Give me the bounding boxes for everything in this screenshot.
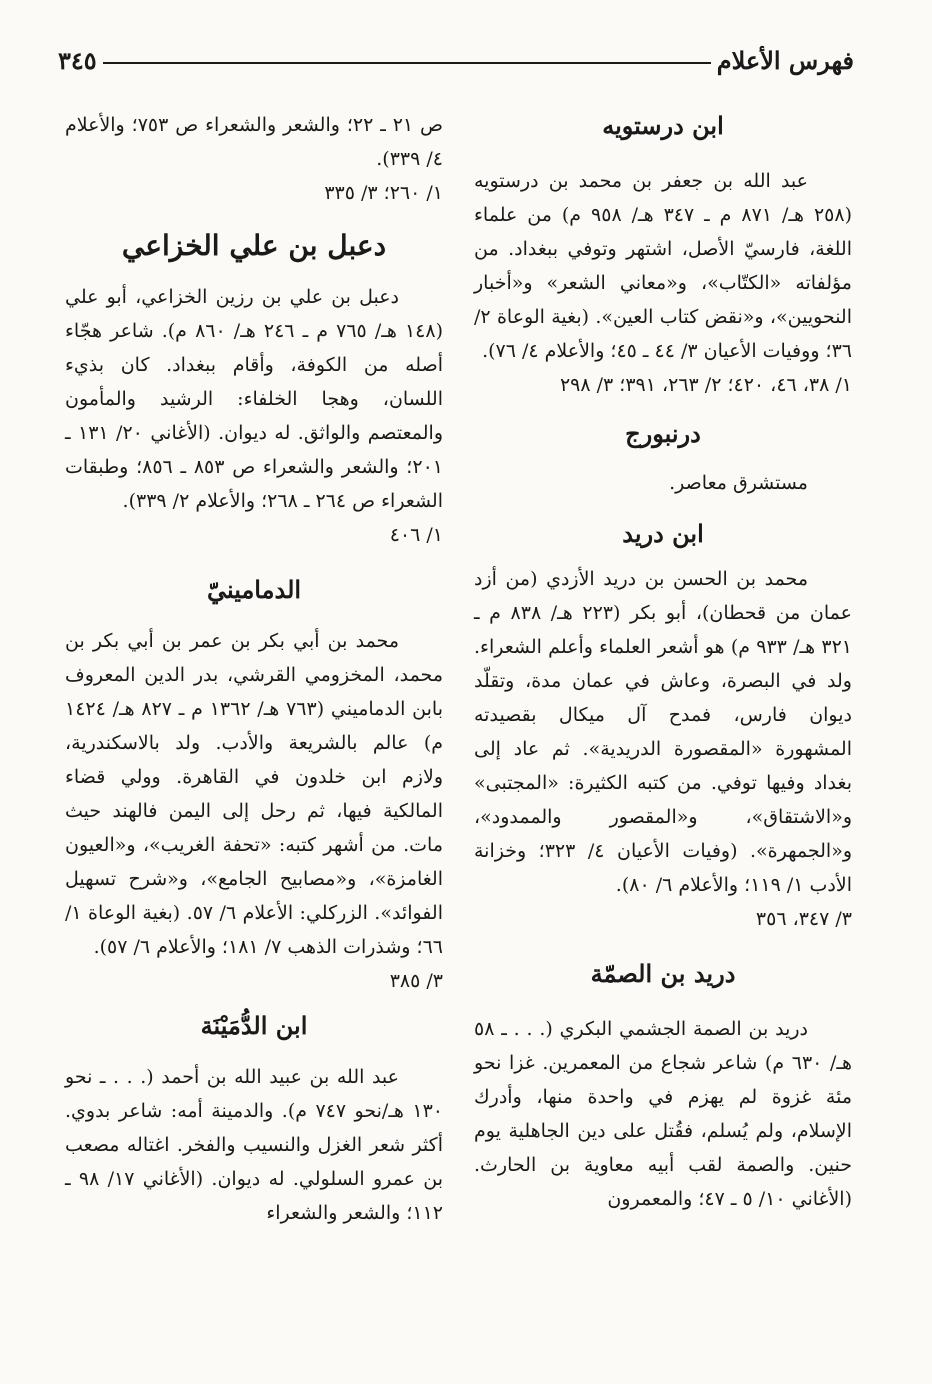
entry-body: محمد بن أبي بكر بن عمر بن أبي بكر بن محمد، المخزومي القرشي، بدر الدين المعروف بابن الدماميني (٧٦٣ هـ/ ١٣٦٢ م ـ ٨٢٧ هـ/ ١٤٢٤ م) عالم بالشريعة والأدب. ولد بالاسكندرية، ولازم ابن خلدون في القاهرة. وولي قضاء المالكية فيها، ثم رحل إلى اليمن فالهند حيث مات. من أشهر كتبه: «تحفة الغريب»، و«العيون الغامزة»، و«مصابيح الجامع»، و«شرح تسهيل الفوائد». الزركلي: الأعلام ٦/ ٥٧. (بغية الوعاة ١/ ٦٦؛ وشذرات الذهب ٧/ ١٨١؛ والأعلام ٦/ ٥٧). — [65, 630, 444, 958]
entry-heading: دريد بن الصمّة — [590, 959, 736, 988]
header-rule — [103, 62, 711, 64]
entry-continuation — [65, 108, 443, 210]
right-column — [474, 108, 852, 1216]
entry-references: ٣/ ٣٨٥ — [389, 970, 443, 992]
entry-body: دريد بن الصمة الجشمي البكري (. . . ـ ٥٨ هـ/ ٦٣٠ م) شاعر شجاع من المعمرين. غزا نحو مئة غزوة لم يهزم في واحدة منها، وأدرك الإسلام، ولم يُسلم، فقُتل على دين الجاهلية يوم حنين. والصمة لقب أبيه معاوية بن الحارث. (الأغاني ١٠/ ٥ ـ ٤٧؛ والمعمرون — [474, 1018, 852, 1210]
entry-body: محمد بن الحسن بن دريد الأزدي (من أزد عمان من قحطان)، أبو بكر (٢٢٣ هـ/ ٨٣٨ م ـ ٣٢١ هـ/ ٩٣٣ م) هو أشعر العلماء وأعلم الشعراء. ولد في البصرة، وعاش في عمان مدة، وتقلّد ديوان فارس، فمدح آل ميكال بقصيدته المشهورة «المقصورة الدريدية». ثم عاد إلى بغداد وفيها توفي. من كتبه الكثيرة: «المجتبى» و«الاشتقاق»، و«المقصور والممدود»، و«الجمهرة». (وفيات الأعيان ٤/ ٣٢٣؛ وخزانة الأدب ١/ ١١٩؛ والأعلام ٦/ ٨٠). — [474, 568, 852, 896]
entry-body: عبد الله بن جعفر بن محمد بن درستويه (٢٥٨ هـ/ ٨٧١ م ـ ٣٤٧ هـ/ ٩٥٨ م) من علماء اللغة، فارسيّ الأصل، اشتهر وتوفي ببغداد. من مؤلفاته «الكتّاب»، و«معاني الشعر» و«أخبار النحويين»، و«نقض كتاب العين». (بغية الوعاة ٢/ ٣٦؛ ووفيات الأعيان ٣/ ٤٤ ـ ٤٥؛ والأعلام ٤/ ٧٦). — [474, 170, 852, 362]
entry-body: ص ٢١ ـ ٢٢؛ والشعر والشعراء ص ٧٥٣؛ والأعلام ٤/ ٣٣٩). — [65, 114, 443, 170]
entry-damamini — [65, 572, 443, 998]
entry-references: ١/ ٣٨، ٤٦، ٤٢٠؛ ٢/ ٢٦٣، ٣٩١؛ ٣/ ٢٩٨ — [559, 374, 852, 396]
running-title: فهرس الأعلام — [716, 45, 854, 75]
page-number: ٣٤٥ — [58, 45, 97, 75]
entry-heading: ابن درستويه — [602, 111, 724, 140]
entry-dibil — [65, 228, 443, 552]
entry-durayd-ibn-alsimma — [474, 956, 852, 1216]
entry-body: عبد الله بن عبيد الله بن أحمد (. . . ـ نحو ١٣٠ هـ/نحو ٧٤٧ م). والدمينة أمه: شاعر بدوي. أكثر شعر الغزل والنسيب والفخر. اغتاله مصعب بن عمرو السلولي. له ديوان. (الأغاني ١٧/ ٩٨ ـ ١١٢؛ والشعر والشعراء — [65, 1066, 443, 1224]
entry-durnburg — [474, 416, 852, 500]
entry-references: ١/ ٢٦٠؛ ٣/ ٣٣٥ — [324, 182, 443, 204]
entry-ibn-aldumayna — [65, 1008, 443, 1230]
left-column — [65, 108, 443, 1230]
entry-ibn-durayd — [474, 516, 852, 936]
entry-body: دعبل بن علي بن رزين الخزاعي، أبو علي (١٤٨ هـ/ ٧٦٥ م ـ ٢٤٦ هـ/ ٨٦٠ م). شاعر هجّاء أصله من الكوفة، وأقام ببغداد. كان بذيء اللسان، وهجا الخلفاء: الرشيد والمأمون والمعتصم والواثق. له ديوان. (الأغاني ٢٠/ ١٣١ ـ ٢٠١؛ والشعر والشعراء ص ٨٥٣ ـ ٨٥٦؛ وطبقات الشعراء ص ٢٦٤ ـ ٢٦٨؛ والأعلام ٢/ ٣٣٩). — [65, 286, 443, 512]
entry-heading: ابن دريد — [622, 519, 704, 548]
entry-body: مستشرق معاصر. — [669, 472, 808, 494]
entry-heading: درنبورج — [625, 419, 701, 448]
entry-references: ١/ ٤٠٦ — [389, 524, 443, 546]
entry-heading: الدمامينيّ — [206, 575, 302, 604]
entry-ibn-durustawayh — [474, 108, 852, 402]
entry-heading: دعبل بن علي الخزاعي — [121, 229, 387, 262]
entry-heading: ابن الدُّمَيْنَة — [200, 1011, 308, 1040]
page-header — [58, 40, 854, 80]
entry-references: ٣/ ٣٤٧، ٣٥٦ — [755, 908, 852, 930]
